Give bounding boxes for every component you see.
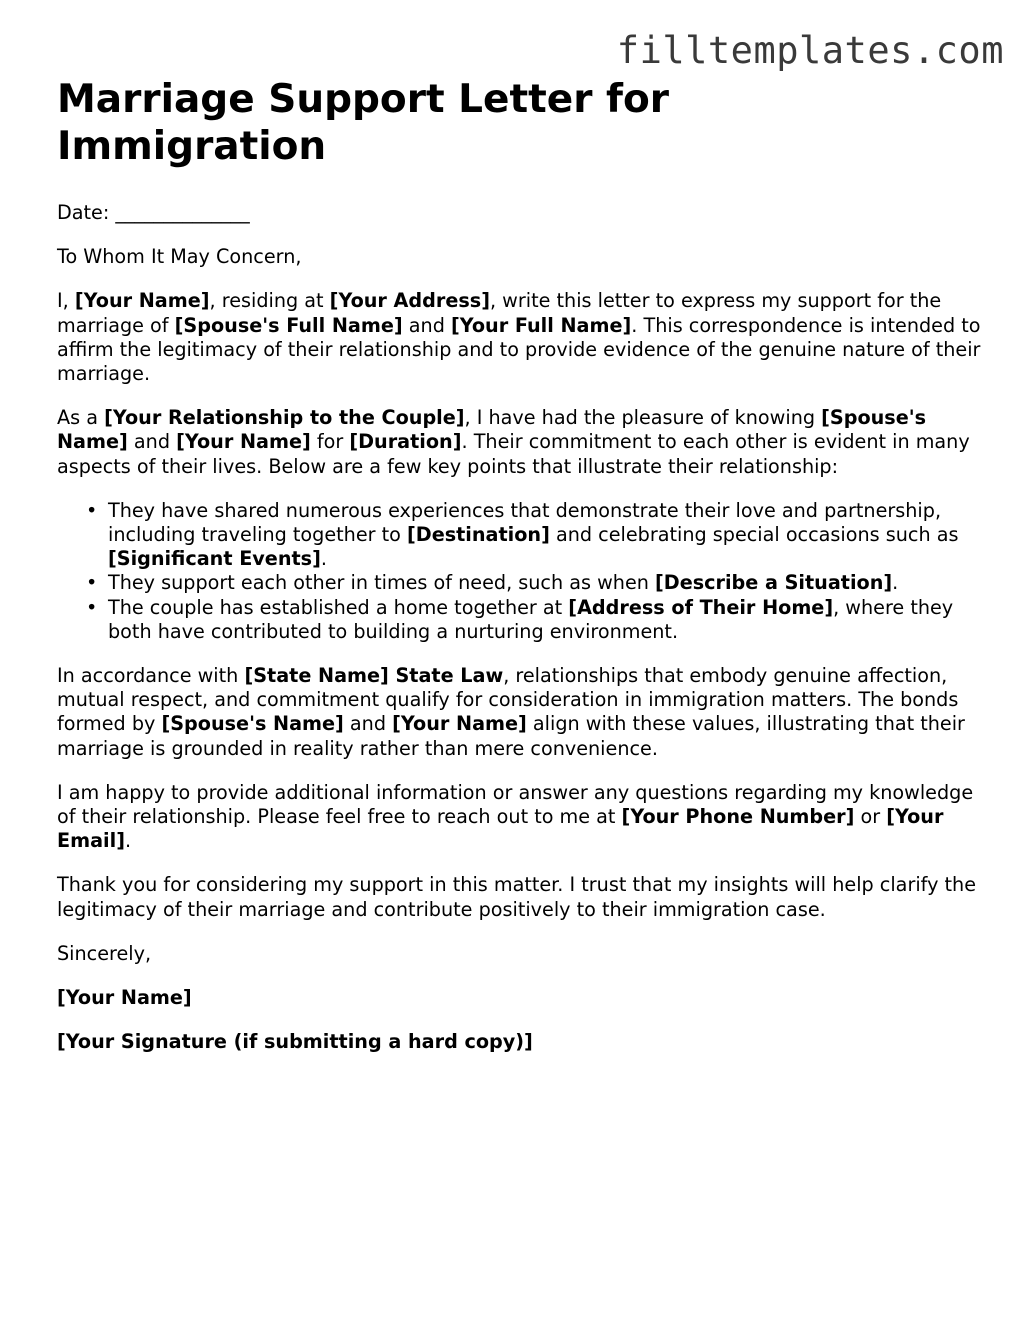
placeholder-spouse-full-name: [Spouse's Full Name] (174, 313, 403, 337)
letter-title: Marriage Support Letter for Immigration (57, 77, 670, 169)
placeholder-relationship: [Your Relationship to the Couple] (104, 406, 465, 430)
intro-paragraph: I, [Your Name], residing at [Your Address], write this letter to express my support for the marriage of [Spouse's Full Name] and [Your Full Name]. This correspondence is intended to affirm the legitimacy of their relationship and to provide evidence of the genuine nature of their marriage. (57, 289, 981, 386)
relationship-paragraph: As a [Your Relationship to the Couple], I have had the pleasure of knowing [Spouse's Name] and [Your Name] for [Duration]. Their commitment to each other is evident in many aspects of their lives. Below are a few key points that illustrate their relationship: (57, 406, 970, 478)
date-line: Date: ______________ (57, 201, 250, 224)
placeholder-email: [Your Email] (57, 805, 944, 853)
placeholder-home-address: [Address of Their Home] (568, 595, 834, 619)
placeholder-duration: [Duration] (349, 430, 462, 454)
placeholder-phone-number: [Your Phone Number] (621, 805, 855, 829)
placeholder-your-full-name: [Your Full Name] (450, 313, 632, 337)
closing: Sincerely, (57, 941, 152, 965)
signoff-name: [Your Name] (57, 986, 192, 1010)
placeholder-your-address: [Your Address] (329, 289, 490, 313)
thanks-paragraph: Thank you for considering my support in this matter. I trust that my insights will help clarify the legitimacy of their marriage and contribute positively to their immigration case. (57, 873, 977, 921)
placeholder-spouse-name: [Spouse's Name] (57, 406, 927, 454)
placeholder-your-name: [Your Name] (74, 289, 210, 313)
signoff-signature: [Your Signature (if submitting a hard copy)] (57, 1030, 533, 1054)
list-item: • The couple has established a home together at [Address of Their Home], where they both have contributed to building a nurturing environment. (86, 595, 954, 643)
key-points-list (57, 499, 982, 644)
placeholder-your-name: [Your Name] (176, 430, 311, 454)
watermark: filltemplates.com (616, 29, 1004, 72)
placeholder-state-law: [State Name] State Law (244, 664, 504, 688)
placeholder-situation: [Describe a Situation] (655, 571, 893, 595)
bullet-icon: • (86, 571, 98, 595)
placeholder-significant-events: [Significant Events] (108, 547, 321, 571)
placeholder-your-name: [Your Name] (392, 712, 527, 736)
list-item: • They support each other in times of need, such as when [Describe a Situation]. (86, 571, 899, 595)
salutation: To Whom It May Concern, (57, 245, 302, 269)
placeholder-spouse-name: [Spouse's Name] (161, 712, 344, 736)
legal-paragraph: In accordance with [State Name] State Law, relationships that embody genuine affection, mutual respect, and commitment qualify for consideration in immigration matters. The bonds formed by [Spouse's Name] and [Your Name] align with these values, illustrating that their marriage is grounded in reality rather than mere convenience. (57, 664, 965, 760)
placeholder-destination: [Destination] (407, 523, 550, 547)
contact-paragraph: I am happy to provide additional information or answer any questions regarding my knowledge of their relationship. Please feel free to reach out to me at [Your Phone Number] or [Your Email]. (57, 780, 974, 853)
letter-document (57, 76, 982, 1054)
bullet-icon: • (86, 498, 98, 522)
list-item: • They have shared numerous experiences that demonstrate their love and partnership, including traveling together to [Destination] and celebrating special occasions such as [Significant Events]. (86, 498, 959, 571)
bullet-icon: • (86, 595, 98, 619)
